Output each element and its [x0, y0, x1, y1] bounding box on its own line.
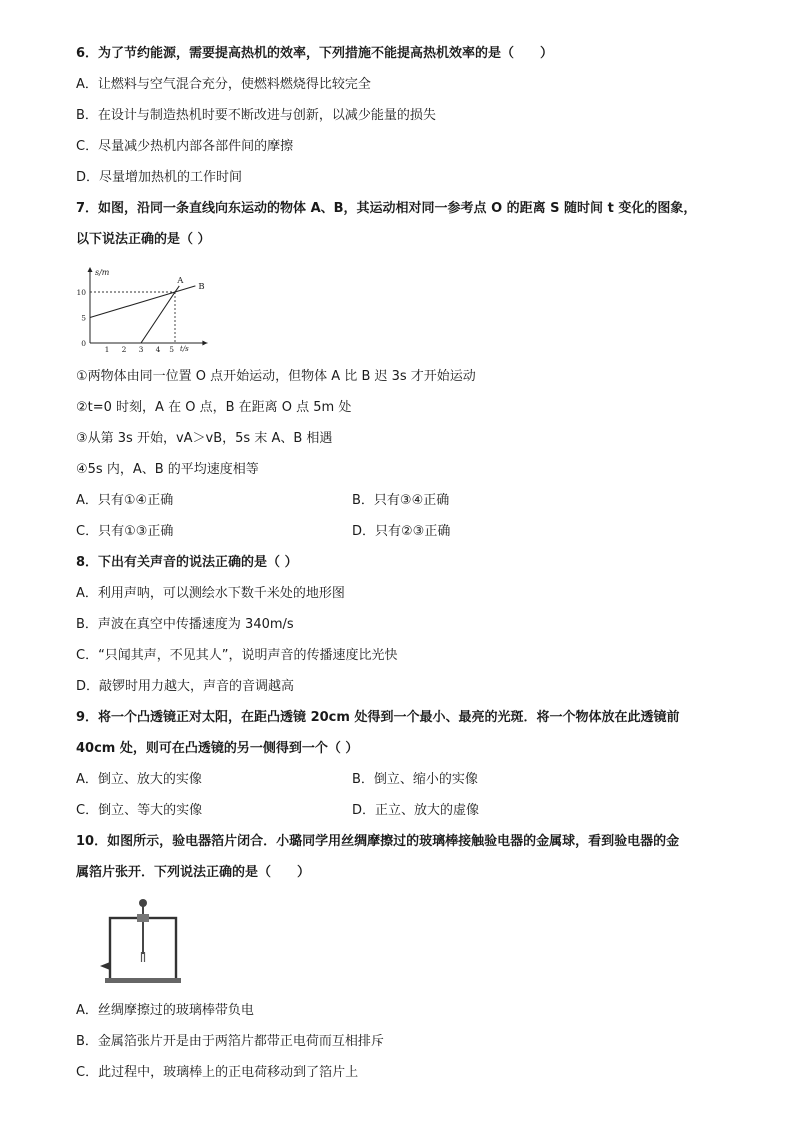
series-label-A: A [177, 275, 184, 286]
q7-option-d: D．只有②③正确 [352, 524, 451, 539]
y-axis-label: s/m [95, 268, 110, 277]
q10-option-b: B．金属箔张片开是由于两箔片都带正电荷而互相排斥 [76, 1034, 384, 1049]
q6-option-a: A．让燃料与空气混合充分，使燃料燃烧得比较完全 [76, 77, 371, 92]
electroscope-insulator [137, 914, 149, 922]
series-label-B: B [198, 281, 205, 292]
series-line-B [90, 286, 195, 318]
series-line-A [141, 286, 179, 343]
x-tick-label: 3 [138, 345, 144, 354]
q6-option-b: B．在设计与制造热机时要不断改进与创新，以减少能量的损失 [76, 108, 436, 123]
q7-option-a: A．只有①④正确 [76, 493, 174, 508]
x-axis-arrow [202, 341, 207, 346]
distance-time-graph [70, 265, 240, 365]
electroscope-base [105, 978, 181, 983]
q6-stem: 6．为了节约能源，需要提高热机的效率，下列措施不能提高热机效率的是（ ） [76, 46, 554, 61]
q9-option-d: D．正立、放大的虚像 [352, 803, 480, 818]
q9-option-b: B．倒立、缩小的实像 [352, 772, 478, 787]
q7-statement-4: ④5s 内，A、B 的平均速度相等 [76, 462, 259, 477]
q9-option-c: C．倒立、等大的实像 [76, 803, 203, 818]
q10-stem-line1: 10．如图所示，验电器箔片闭合．小璐同学用丝绸摩擦过的玻璃棒接触验电器的金属球，看到验电器的金 [76, 834, 680, 849]
x-tick-label: 5 [169, 345, 174, 354]
y-tick-label: 5 [81, 313, 86, 323]
q7-statement-2: ②t=0 时刻，A 在 O 点，B 在距离 O 点 5m 处 [76, 400, 352, 415]
q8-option-a: A．利用声呐，可以测绘水下数千米处的地形图 [76, 586, 345, 601]
q10-option-c: C．此过程中，玻璃棒上的正电荷移动到了箔片上 [76, 1065, 359, 1080]
q7-stem-line1: 7．如图，沿同一条直线向东运动的物体 A、B，其运动相对同一参考点 O 的距离 S 随时间 t 变化的图象， [76, 201, 697, 216]
q7-statement-1: ①两物体由同一位置 O 点开始运动，但物体 A 比 B 迟 3s 才开始运动 [76, 369, 476, 384]
y-tick-label: 0 [81, 339, 86, 348]
q7-stem-line2: 以下说法正确的是（ ） [76, 232, 211, 247]
q9-option-a: A．倒立、放大的实像 [76, 772, 202, 787]
q9-stem-line2: 40cm 处，则可在凸透镜的另一侧得到一个（ ） [76, 741, 359, 756]
q9-stem-line1: 9．将一个凸透镜正对太阳，在距凸透镜 20cm 处得到一个最小、最亮的光斑．将一个物体放在此透镜前 [76, 710, 680, 725]
q8-option-b: B．声波在真空中传播速度为 340m/s [76, 617, 294, 632]
q8-stem: 8．下出有关声音的说法正确的是（ ） [76, 555, 298, 570]
x-tick-label: 4 [155, 345, 161, 354]
q7-option-c: C．只有①③正确 [76, 524, 174, 539]
y-axis-arrow [88, 267, 93, 272]
y-tick-label: 10 [76, 288, 86, 297]
electroscope-side-tab [100, 962, 110, 970]
q8-option-c: C．“只闻其声，不见其人”，说明声音的传播速度比光快 [76, 648, 398, 663]
q6-option-c: C．尽量减少热机内部各部件间的摩擦 [76, 139, 294, 154]
q7-option-b: B．只有③④正确 [352, 493, 450, 508]
x-tick-label: 2 [121, 345, 127, 354]
q7-statement-3: ③从第 3s 开始，vA＞vB，5s 末 A、B 相遇 [76, 431, 333, 446]
electroscope-ball [139, 899, 147, 907]
q10-option-a: A．丝绸摩擦过的玻璃棒带负电 [76, 1003, 254, 1018]
electroscope-figure [96, 896, 186, 988]
x-tick-label: 1 [104, 345, 110, 354]
q8-option-d: D．敲锣时用力越大，声音的音调越高 [76, 679, 295, 694]
x-axis-label: t/s [180, 345, 189, 353]
q6-option-d: D．尽量增加热机的工作时间 [76, 170, 243, 185]
q10-stem-line2: 属箔片张开．下列说法正确的是（ ） [76, 865, 311, 880]
